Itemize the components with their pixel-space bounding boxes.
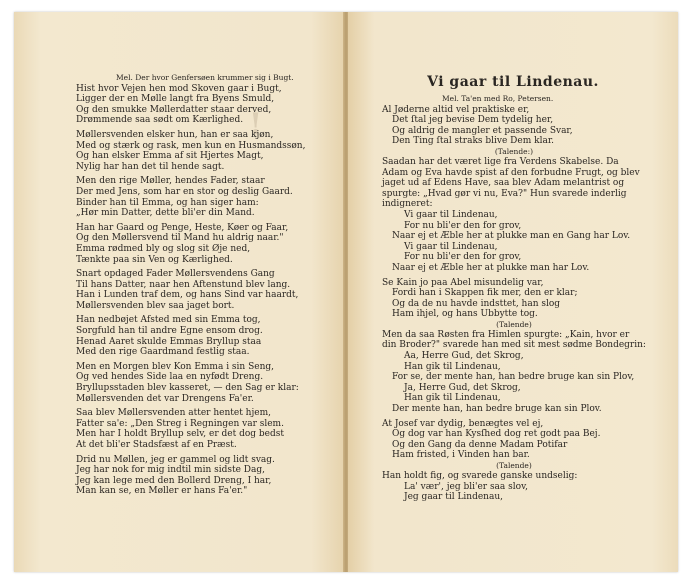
verse-line: Der med Jens, som har en stor og deslig Gaard.: [76, 186, 293, 197]
verse-line: Men den rige Møller, hendes Fader, staar: [76, 176, 265, 187]
verse-line: Jeg har nok for mig indtil min sidste Dag,: [76, 465, 265, 476]
verse-line: „Hør min Datter, dette bli'er din Mand.: [76, 208, 255, 219]
verse-line: For nu bli'er den for grov,: [404, 220, 522, 231]
verse-line: jaget ud af Edens Have, saa blev Adam melantrist og: [382, 178, 625, 189]
left-page: [14, 12, 344, 572]
verse-line: Men har I holdt Bryllup selv, er det dog bedst: [76, 429, 284, 440]
verse-line: Og han elsker Emma af sit Hjertes Magt,: [76, 151, 264, 162]
left-song-text: [76, 73, 305, 497]
right-page: [348, 12, 678, 572]
verse-line: Møllersvenden blev saa jaget bort.: [76, 300, 235, 311]
verse-line: Aa, Herre Gud, det Skrog,: [404, 351, 524, 362]
verse-line: din Broder?" svarede han med sit mest sødme Bondegrin:: [382, 340, 646, 351]
verse-line: Saa blev Møllersvenden atter hentet hjem,: [76, 408, 271, 419]
verse-line: Ham ihjel, og hans Ubbytte tog.: [392, 309, 538, 320]
bleed-through-text: !: [249, 107, 263, 142]
verse-line: Han har Gaard og Penge, Heste, Køer og Faar,: [76, 222, 289, 233]
verse-line: At Josef var dydig, benægtes vel ej,: [382, 418, 544, 429]
verse-line: Han i Lunden traf dem, og hans Sind var haardt,: [76, 290, 299, 301]
verse-line: Henad Aaret skulde Emmas Bryllup staa: [76, 336, 262, 347]
verse-line: Emma rødmed bly og slog sit Øje ned,: [76, 243, 251, 254]
verse-line: Ja, Herre Gud, det Skrog,: [404, 382, 521, 393]
left-verse-lines: [76, 84, 305, 497]
verse-line: Men en Morgen blev Kon Emma i sin Seng,: [76, 361, 274, 372]
verse-line: Nylig har han det til hende sagt.: [76, 161, 225, 172]
verse-line: At det bli'er Stadsfæst af en Præst.: [76, 440, 237, 450]
verse-line: Med og stærk og rask, men kun en Husmandssøn,: [76, 140, 306, 151]
verse-line: Snart opdaged Fader Møllersvendens Gang: [76, 269, 275, 280]
verse-line: Man kan se, en Møller er hans Fa'er.": [76, 486, 248, 497]
verse-line: For nu bli'er den for grov,: [404, 252, 522, 263]
verse-line: Jeg kan lege med den Bollerd Dreng, I har,: [76, 475, 272, 486]
verse-line: Vi gaar til Lindenau,: [404, 209, 498, 220]
spoken-cue: (Talende): [496, 461, 532, 470]
verse-line: Og da de nu havde indsttet, han slog: [392, 298, 561, 309]
verse-line: Ligger der en Mølle langt fra Byens Smuld,: [76, 94, 275, 105]
right-verse-lines: [382, 105, 646, 503]
verse-line: Han nedbøjet Afsted med sin Emma tog,: [76, 315, 261, 326]
verse-line: Og den Møllersvend til Mand hu aldrig naar.": [76, 233, 284, 244]
verse-line: Fordi han i Skappen fik mer, den er klar;: [392, 288, 578, 299]
verse-line: Og den Gang da denne Madam Potifar: [392, 439, 568, 450]
verse-line: Men da saa Røsten fra Himlen spurgte: „Kain, hvor er: [382, 329, 630, 340]
verse-line: Hist hvor Vejen hen mod Skoven gaar i Bugt,: [76, 83, 282, 94]
verse-line: Med den rige Gaardmand festlig staa.: [76, 347, 250, 358]
verse-line: Og ved hendes Side laa en nyfødt Dreng.: [76, 372, 264, 383]
verse-line: Møllersvenden det var Drengens Fa'er.: [76, 393, 254, 404]
song-title: Vi gaar til Lindenau.: [427, 74, 599, 90]
verse-line: Naar ej et Æble her at plukke man har Lov.: [392, 262, 590, 273]
verse-line: La' vær', jeg bli'er saa slov,: [404, 481, 528, 492]
verse-line: Tænkte paa sin Ven og Kærlighed.: [76, 254, 233, 265]
verse-line: Det ſtal jeg bevise Dem tydelig her,: [392, 115, 554, 126]
verse-line: Der mente han, han bedre bruge kan sin Plov.: [392, 404, 602, 415]
verse-line: Møllersvenden elsker hun, han er saa kjøn,: [76, 129, 274, 140]
verse-line: Jeg gaar til Lindenau,: [404, 492, 504, 503]
verse-line: Han gik til Lindenau,: [404, 393, 501, 404]
verse-line: Ham fristed, i Vinden han bar.: [392, 450, 530, 461]
verse-line: Fatter sa'e: „Den Streg i Regningen var slem.: [76, 418, 284, 429]
verse-line: Naar ej et Æble her at plukke man en Gang har Lov.: [392, 231, 631, 242]
verse-line: Til hans Datter, naar hen Aftenstund blev lang.: [76, 279, 291, 290]
right-melody-line: Mel. Ta'en med Ro, Petersen.: [442, 94, 554, 103]
verse-line: Vi gaar til Lindenau,: [404, 241, 498, 252]
verse-line: Sorgfuld han til andre Egne ensom drog.: [76, 326, 263, 337]
verse-line: Og aldrig de mangler et passende Svar,: [392, 125, 573, 136]
spoken-cue: (Talende:): [494, 146, 534, 156]
verse-line: Og den smukke Møllerdatter staar derved,: [76, 104, 272, 115]
verse-line: For se, der mente han, han bedre bruge kan sin Plov,: [392, 372, 635, 383]
verse-line: Han gik til Lindenau,: [404, 361, 501, 372]
verse-line: Saadan har det været lige fra Verdens Skabelse. Da: [382, 156, 619, 167]
spoken-cue: (Talende): [496, 319, 532, 329]
verse-line: Bryllupsstaden blev kasseret, — den Sag er klar:: [76, 383, 299, 394]
verse-line: Adam og Eva havde spist af den forbudne Frugt, og blev: [382, 167, 640, 178]
verse-line: Al Jøderne altid vel praktiske er,: [382, 104, 530, 115]
verse-line: Den Ting ſtal straks blive Dem klar.: [392, 136, 554, 147]
verse-line: Og dog var han Kysſhed dog ret godt paa Bej.: [392, 429, 601, 440]
verse-line: spurgte: „Hvad gør vi nu, Eva?" Hun svarede inderlig: [382, 188, 627, 199]
verse-line: Binder han til Emma, og han siger ham:: [76, 197, 259, 208]
verse-line: Drømmende saa sødt om Kærlighed.: [76, 115, 244, 126]
verse-line: Se Kain jo paa Abel misundelig var,: [382, 277, 544, 288]
book-spread: [14, 12, 678, 572]
verse-line: indigneret:: [382, 199, 433, 210]
left-melody-line: Mel. Der hvor Genfersøen krummer sig i Bugt.: [116, 73, 294, 82]
verse-line: Han holdt fig, og svarede ganske undselig:: [382, 471, 578, 481]
verse-line: Drid nu Møllen, jeg er gammel og lidt svag.: [76, 454, 275, 465]
right-song-text: [382, 94, 646, 503]
